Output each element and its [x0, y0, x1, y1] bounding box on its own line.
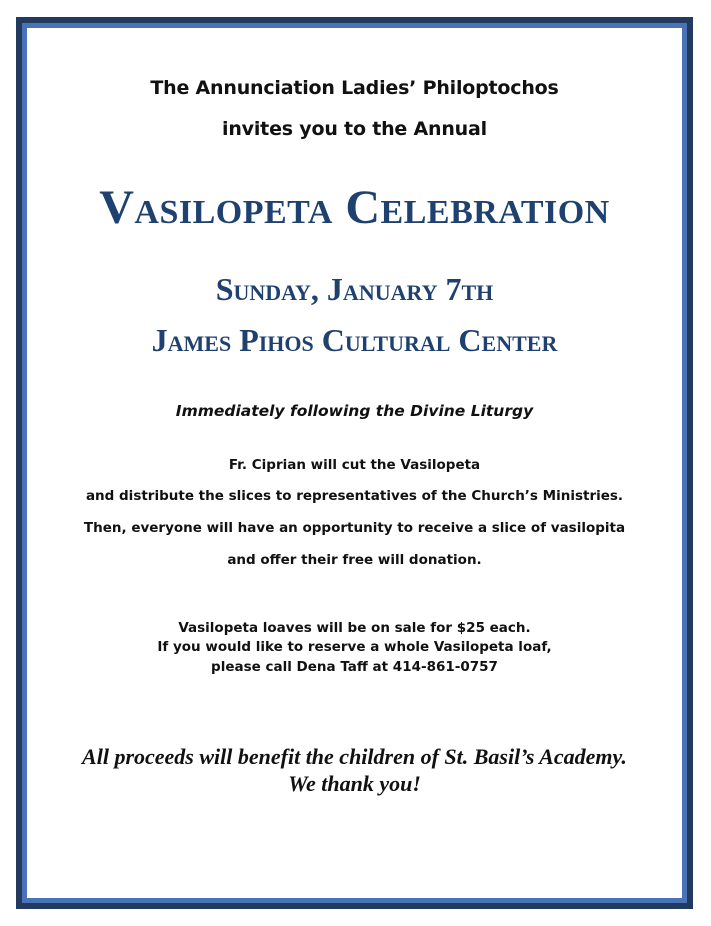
event-venue: James Pihos Cultural Center — [151, 322, 558, 358]
event-title: Vasilopeta Celebration — [99, 181, 610, 234]
invite-line: invites you to the Annual — [222, 118, 487, 140]
event-date: Sunday, January 7th — [215, 271, 494, 307]
timing-note: Immediately following the Divine Liturgy — [175, 402, 534, 420]
host-line: The Annunciation Ladies’ Philoptochos — [150, 77, 559, 99]
sale-line: If you would like to reserve a whole Vasilopeta loaf, — [157, 639, 552, 655]
details-line: and distribute the slices to representatives of the Church’s Ministries. — [85, 488, 624, 504]
closing-thanks: We thank you! — [288, 771, 421, 796]
details-line: Then, everyone will have an opportunity to receive a slice of vasilopita — [83, 520, 626, 536]
details-line: Fr. Ciprian will cut the Vasilopeta — [228, 457, 481, 473]
sale-line: Vasilopeta loaves will be on sale for $25 each. — [178, 620, 531, 636]
sale-line: please call Dena Taff at 414-861-0757 — [211, 659, 498, 675]
details-line: and offer their free will donation. — [227, 552, 482, 568]
closing-benefit: All proceeds will benefit the children of St. Basil’s Academy. — [82, 744, 627, 769]
